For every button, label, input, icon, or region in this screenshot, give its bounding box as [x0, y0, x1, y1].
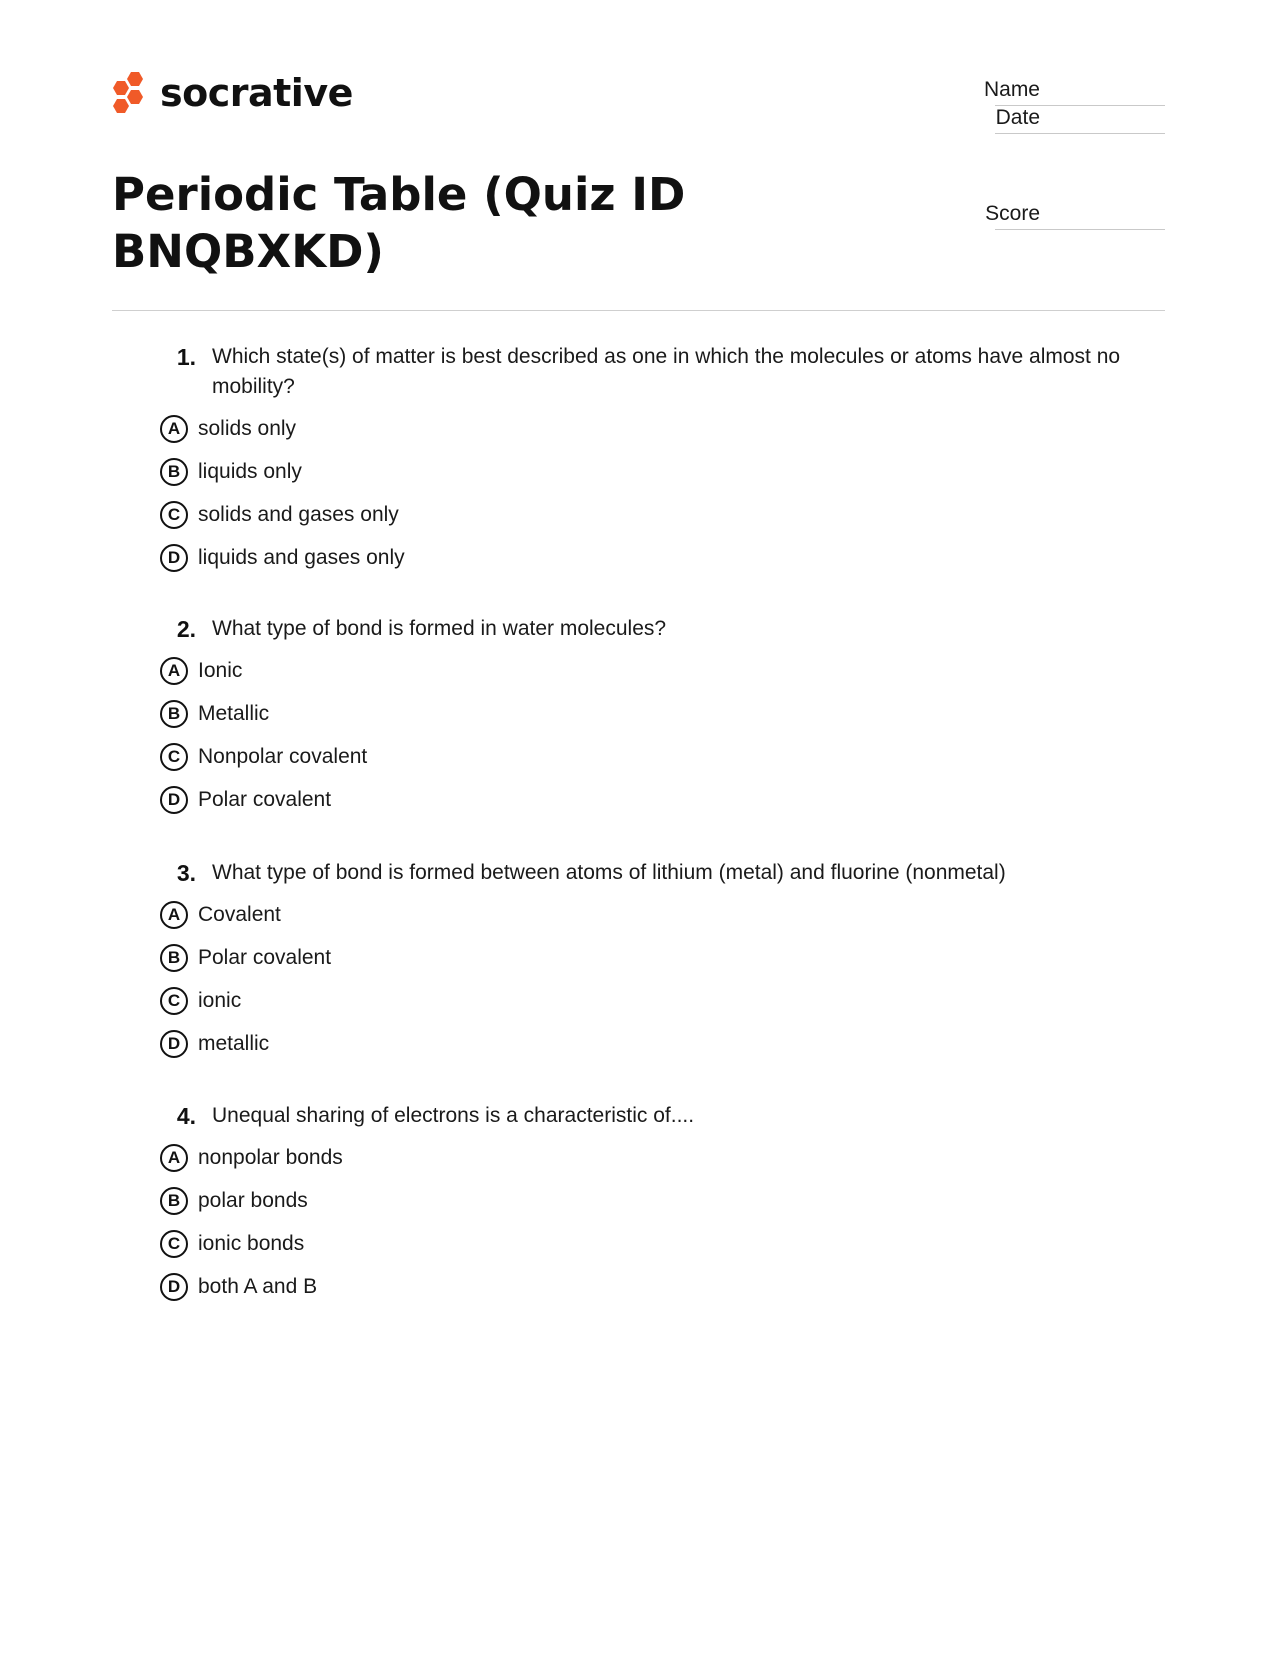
answer-bubble[interactable]: B [160, 944, 188, 972]
question-4 [160, 1101, 1160, 1308]
answer-bubble[interactable]: A [160, 657, 188, 685]
option-a[interactable] [160, 1136, 1160, 1179]
answer-bubble[interactable]: D [160, 544, 188, 572]
answer-bubble[interactable]: A [160, 415, 188, 443]
option-c[interactable] [160, 1222, 1160, 1265]
option-text: ionic bonds [198, 1231, 305, 1255]
answer-bubble[interactable]: C [160, 743, 188, 771]
answer-bubble[interactable]: A [160, 901, 188, 929]
question-text: Unequal sharing of electrons is a characteristic of.... [212, 1104, 695, 1127]
brand-logo [112, 72, 353, 118]
date-line[interactable] [995, 133, 1165, 134]
option-text: solids and gases only [198, 502, 399, 526]
option-c[interactable] [160, 979, 1160, 1022]
option-a[interactable] [160, 893, 1160, 936]
option-text: nonpolar bonds [198, 1145, 343, 1169]
question-text: What type of bond is formed between atoms of lithium (metal) and fluorine (nonmetal) [212, 861, 1006, 884]
option-d[interactable] [160, 1265, 1160, 1308]
option-text: liquids only [198, 459, 302, 483]
option-text: Metallic [198, 701, 270, 725]
question-number: 4. [176, 1103, 196, 1129]
score-field[interactable] [880, 198, 1165, 230]
brand-name: socrative [160, 71, 353, 115]
question-number: 1. [176, 344, 196, 370]
question-3 [160, 858, 1160, 1065]
question-number: 2. [176, 616, 196, 642]
option-text: both A and B [198, 1274, 318, 1298]
option-c[interactable] [160, 735, 1160, 778]
option-d[interactable] [160, 778, 1160, 821]
answer-bubble[interactable]: D [160, 786, 188, 814]
option-text: liquids and gases only [198, 545, 405, 569]
option-text: Nonpolar covalent [198, 744, 368, 768]
date-label: Date [995, 106, 1040, 129]
question-1 [160, 342, 1160, 579]
option-text: Covalent [198, 902, 281, 926]
answer-bubble[interactable]: D [160, 1273, 188, 1301]
option-b[interactable] [160, 1179, 1160, 1222]
option-b[interactable] [160, 936, 1160, 979]
score-line[interactable] [995, 229, 1165, 230]
option-text: Ionic [198, 658, 243, 682]
question-text: What type of bond is formed in water molecules? [212, 617, 667, 640]
answer-bubble[interactable]: C [160, 987, 188, 1015]
option-d[interactable] [160, 536, 1160, 579]
answer-bubble[interactable]: D [160, 1030, 188, 1058]
answer-bubble[interactable]: B [160, 700, 188, 728]
option-a[interactable] [160, 407, 1160, 450]
answer-bubble[interactable]: C [160, 501, 188, 529]
option-text: Polar covalent [198, 945, 332, 969]
option-text: solids only [198, 416, 297, 440]
option-text: ionic [198, 988, 242, 1012]
option-text: polar bonds [198, 1188, 308, 1212]
option-b[interactable] [160, 692, 1160, 735]
page-title: Periodic Table (Quiz ID BNQBXKD) [112, 168, 686, 278]
answer-bubble[interactable]: A [160, 1144, 188, 1172]
question-text: Which state(s) of matter is best described as one in which the molecules or atoms have almost no mobility? [212, 345, 1121, 398]
question-number: 3. [176, 860, 196, 886]
answer-bubble[interactable]: B [160, 1187, 188, 1215]
option-b[interactable] [160, 450, 1160, 493]
header-divider [112, 310, 1165, 311]
option-text: Polar covalent [198, 787, 332, 811]
option-c[interactable] [160, 493, 1160, 536]
question-2 [160, 614, 1160, 821]
socrative-hex-icon [112, 72, 148, 118]
option-a[interactable] [160, 649, 1160, 692]
name-label: Name [983, 78, 1040, 101]
date-field[interactable] [880, 102, 1165, 134]
answer-bubble[interactable]: B [160, 458, 188, 486]
option-d[interactable] [160, 1022, 1160, 1065]
score-label: Score [985, 202, 1040, 225]
answer-bubble[interactable]: C [160, 1230, 188, 1258]
option-text: metallic [198, 1031, 270, 1055]
